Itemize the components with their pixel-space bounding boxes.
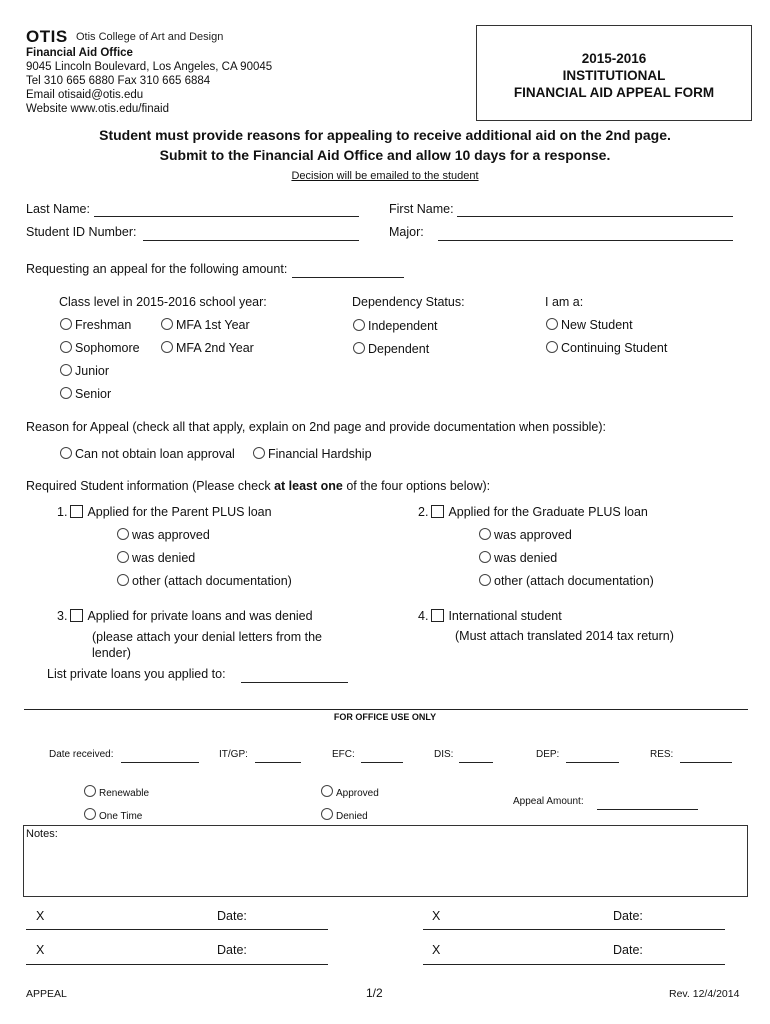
dep-field[interactable] [566,762,619,763]
reason-label: Reason for Appeal (check all that apply, explain on 2nd page and provide documentation when possible): [26,420,607,434]
radio-loan-approval[interactable]: Can not obtain loan approval [60,447,235,461]
radio-circle-icon [321,808,333,820]
radio-parent-denied[interactable]: was denied [117,551,195,565]
checkbox-icon[interactable] [70,609,83,622]
signature-x-4: X [432,943,441,957]
option-parent-plus[interactable]: 1. Applied for the Parent PLUS loan [57,505,272,519]
iam-label: I am a: [545,295,584,309]
footer-revision: Rev. 12/4/2014 [669,988,740,1000]
radio-new-student[interactable]: New Student [546,318,633,332]
major-label: Major: [389,225,424,239]
first-name-label: First Name: [389,202,454,216]
option-private-loans[interactable]: 3. Applied for private loans and was denied [57,609,313,623]
radio-circle-icon [84,785,96,797]
radio-approved[interactable]: Approved [321,785,379,799]
checkbox-icon[interactable] [431,505,444,518]
private-loans-note-line1: (please attach your denial letters from the [92,630,322,644]
radio-junior[interactable]: Junior [60,364,109,378]
student-id-label: Student ID Number: [26,225,137,239]
dis-label: DIS: [434,749,454,760]
radio-dependent[interactable]: Dependent [353,342,429,356]
radio-circle-icon [60,364,72,376]
radio-circle-icon [353,319,365,331]
signature-date-label-3: Date: [217,943,247,957]
efc-label: EFC: [332,749,355,760]
office-website: Website www.otis.edu/finaid [26,103,169,115]
option-graduate-plus[interactable]: 2. Applied for the Graduate PLUS loan [418,505,648,519]
radio-circle-icon [479,574,491,586]
radio-circle-icon [161,341,173,353]
signature-line-1[interactable] [26,929,328,930]
last-name-label: Last Name: [26,202,90,216]
instruction-line2: Submit to the Financial Aid Office and allow 10 days for a response. [159,147,611,163]
radio-one-time[interactable]: One Time [84,808,142,822]
last-name-field[interactable] [94,216,359,217]
office-address: 9045 Lincoln Boulevard, Los Angeles, CA 90045 [26,61,273,73]
student-id-field[interactable] [143,240,359,241]
res-field[interactable] [680,762,732,763]
signature-line-3[interactable] [26,964,328,965]
form-year: 2015-2016 [581,51,647,66]
radio-mfa-1st-year[interactable]: MFA 1st Year [161,318,250,332]
class-level-label: Class level in 2015-2016 school year: [59,295,267,309]
signature-date-label-4: Date: [613,943,643,957]
option-international[interactable]: 4. International student [418,609,562,623]
radio-senior[interactable]: Senior [60,387,111,401]
otis-logo: OTIS [26,27,68,46]
first-name-field[interactable] [457,216,733,217]
footer-page-number: 1/2 [366,986,383,1000]
radio-continuing-student[interactable]: Continuing Student [546,341,667,355]
signature-line-2[interactable] [423,929,725,930]
radio-circle-icon [60,387,72,399]
signature-date-label-2: Date: [613,909,643,923]
efc-field[interactable] [361,762,403,763]
radio-grad-denied[interactable]: was denied [479,551,557,565]
signature-x-1: X [36,909,45,923]
radio-circle-icon [353,342,365,354]
checkbox-icon[interactable] [431,609,444,622]
form-title-line1: INSTITUTIONAL [562,68,666,83]
radio-circle-icon [60,341,72,353]
major-field[interactable] [438,240,733,241]
radio-circle-icon [117,528,129,540]
notes-box[interactable] [23,825,748,897]
dis-field[interactable] [459,762,493,763]
radio-circle-icon [546,341,558,353]
radio-circle-icon [546,318,558,330]
dependency-label: Dependency Status: [352,295,465,309]
appeal-amount-label: Appeal Amount: [513,796,584,807]
radio-circle-icon [117,574,129,586]
date-received-field[interactable] [121,762,199,763]
radio-circle-icon [60,318,72,330]
radio-circle-icon [161,318,173,330]
radio-circle-icon [253,447,265,459]
decision-note: Decision will be emailed to the student [291,170,479,182]
radio-grad-other[interactable]: other (attach documentation) [479,574,654,588]
signature-x-3: X [36,943,45,957]
radio-parent-other[interactable]: other (attach documentation) [117,574,292,588]
checkbox-icon[interactable] [70,505,83,518]
radio-circle-icon [479,528,491,540]
radio-financial-hardship[interactable]: Financial Hardship [253,447,372,461]
radio-circle-icon [84,808,96,820]
private-loans-list-label: List private loans you applied to: [47,667,226,681]
radio-renewable[interactable]: Renewable [84,785,149,799]
radio-circle-icon [321,785,333,797]
office-use-title: FOR OFFICE USE ONLY [333,712,437,722]
radio-mfa-2nd-year[interactable]: MFA 2nd Year [161,341,254,355]
private-loans-note-line2: lender) [92,646,131,660]
radio-circle-icon [117,551,129,563]
required-info-label: Required Student information (Please check at least one of the four options below): [26,479,491,493]
radio-circle-icon [60,447,72,459]
radio-grad-approved[interactable]: was approved [479,528,572,542]
amount-field[interactable] [292,277,404,278]
dep-label: DEP: [536,749,560,760]
radio-sophomore[interactable]: Sophomore [60,341,140,355]
international-note: (Must attach translated 2014 tax return) [455,629,674,643]
date-received-label: Date received: [49,749,114,760]
office-divider [24,709,748,710]
radio-denied[interactable]: Denied [321,808,368,822]
office-phone: Tel 310 665 6880 Fax 310 665 6884 [26,75,211,87]
res-label: RES: [650,749,674,760]
radio-freshman[interactable]: Freshman [60,318,131,332]
radio-circle-icon [479,551,491,563]
appeal-amount-field[interactable] [597,809,698,810]
private-loans-list-field[interactable] [241,682,348,683]
form-title-box [476,25,752,121]
itgp-field[interactable] [255,762,301,763]
notes-label: Notes: [26,828,58,840]
signature-date-label-1: Date: [217,909,247,923]
office-name: Financial Aid Office [26,47,133,59]
form-title-line2: FINANCIAL AID APPEAL FORM [513,85,715,100]
instruction-line1: Student must provide reasons for appealing to receive additional aid on the 2nd page. [99,127,671,143]
itgp-label: IT/GP: [219,749,248,760]
amount-label: Requesting an appeal for the following amount: [26,262,288,276]
signature-x-2: X [432,909,441,923]
office-email: Email otisaid@otis.edu [26,89,144,101]
college-name: Otis College of Art and Design [76,31,224,43]
radio-independent[interactable]: Independent [353,319,438,333]
radio-parent-approved[interactable]: was approved [117,528,210,542]
footer-form-name: APPEAL [26,988,67,1000]
signature-line-4[interactable] [423,964,725,965]
